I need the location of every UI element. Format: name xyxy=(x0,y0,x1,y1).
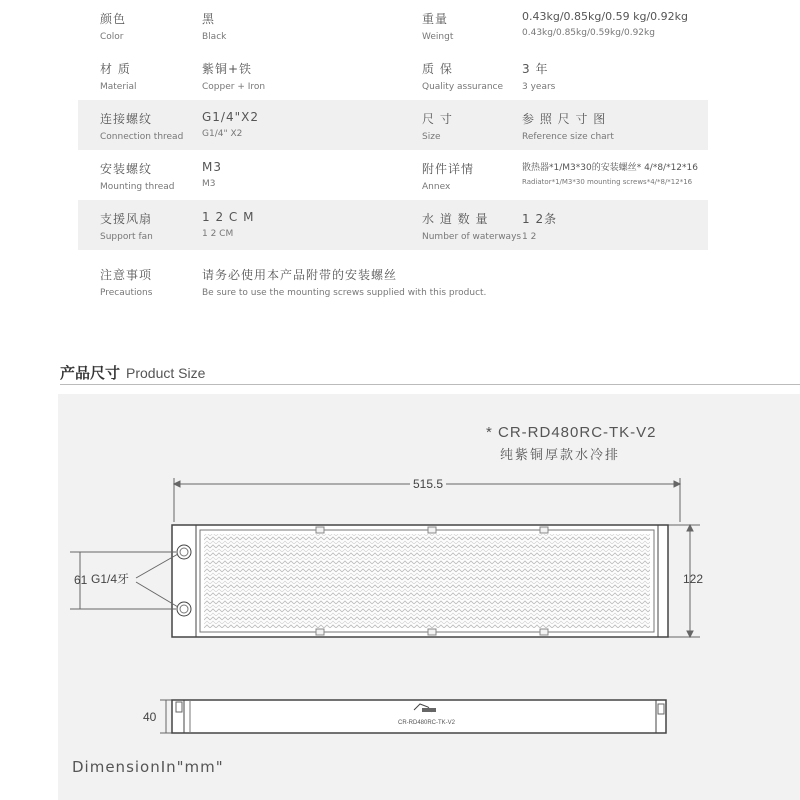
thread-offset-label: 61 xyxy=(74,573,88,587)
spec-key-zh: 尺 寸 xyxy=(422,112,453,126)
spec-value-en: Reference size chart xyxy=(522,132,614,142)
spec-key-en: Mounting thread xyxy=(100,182,175,192)
model-code: * CR-RD480RC-TK-V2 xyxy=(486,424,657,441)
unit-note: DimensionIn"mm" xyxy=(72,758,224,776)
spec-value-en: 1 2 CM xyxy=(202,229,234,239)
precautions-label-zh: 注意事项 xyxy=(100,268,153,282)
thread-label: G1/4牙 xyxy=(91,572,130,586)
spec-key-zh: 颜色 xyxy=(100,12,127,26)
spec-value-en: M3 xyxy=(202,179,216,189)
spec-key-en: Connection thread xyxy=(100,132,184,142)
spec-value-en: 3 years xyxy=(522,82,556,92)
spec-key-zh: 安装螺纹 xyxy=(100,162,153,176)
spec-value-zh: 1 2 C M xyxy=(202,210,255,224)
spec-key-zh: 重量 xyxy=(422,12,449,26)
spec-key-zh: 水 道 数 量 xyxy=(422,212,489,226)
spec-value-en: 1 2 xyxy=(522,232,537,242)
length-label: 515.5 xyxy=(410,477,446,491)
spec-value-zh: 紫铜+铁 xyxy=(202,62,253,76)
spec-key-zh: 附件详情 xyxy=(422,162,475,176)
height-label: 122 xyxy=(683,572,704,586)
spec-key-en: Support fan xyxy=(100,232,153,242)
model-name: 纯紫铜厚款水冷排 xyxy=(500,448,621,463)
spec-key-zh: 质 保 xyxy=(422,62,453,76)
spec-value-zh: 1 2条 xyxy=(522,212,558,226)
spec-value-zh: G1/4"X2 xyxy=(202,110,259,124)
spec-key-en: Color xyxy=(100,32,124,42)
spec-key-zh: 支援风扇 xyxy=(100,212,153,226)
precautions-text-zh: 请务必使用本产品附带的安装螺丝 xyxy=(202,268,398,282)
spec-value-zh: 黑 xyxy=(202,12,216,26)
spec-key-en: Weingt xyxy=(422,32,454,42)
radiator-front xyxy=(172,525,668,637)
spec-value-en: Copper + Iron xyxy=(202,82,266,92)
section-title-en: Product Size xyxy=(126,365,206,381)
precautions-label-en: Precautions xyxy=(100,288,153,298)
spec-value-en: Radiator*1/M3*30 mounting screws*4/*8/*12*16 xyxy=(522,178,693,186)
model-label-small: CR-RD480RC-TK-V2 xyxy=(398,720,456,726)
spec-key-en: Quality assurance xyxy=(422,82,504,92)
spec-key-en: Number of waterways xyxy=(422,232,522,242)
spec-value-en: 0.43kg/0.85kg/0.59kg/0.92kg xyxy=(522,28,655,38)
spec-value-en: Black xyxy=(202,32,227,42)
spec-key-en: Material xyxy=(100,82,137,92)
section-title-zh: 产品尺寸 xyxy=(60,364,121,382)
thickness-label: 40 xyxy=(143,710,157,724)
spec-key-zh: 材 质 xyxy=(100,62,131,76)
spec-value-zh: 参 照 尺 寸 图 xyxy=(522,112,607,126)
spec-value-zh: M3 xyxy=(202,160,222,174)
spec-value-zh: 散热器*1/M3*30的安装螺丝* 4/*8/*12*16 xyxy=(522,163,698,173)
spec-value-en: G1/4" X2 xyxy=(202,129,243,139)
spec-value-zh: 3 年 xyxy=(522,62,549,76)
outlet-port xyxy=(177,602,191,616)
radiator-side xyxy=(160,700,666,733)
inlet-port xyxy=(177,545,191,559)
spec-key-en: Size xyxy=(422,132,441,142)
precautions-text-en: Be sure to use the mounting screws supplied with this product. xyxy=(202,288,487,298)
spec-key-zh: 连接螺纹 xyxy=(100,112,153,126)
spec-key-en: Annex xyxy=(422,182,451,192)
spec-value-zh: 0.43kg/0.85kg/0.59 kg/0.92kg xyxy=(522,10,688,23)
